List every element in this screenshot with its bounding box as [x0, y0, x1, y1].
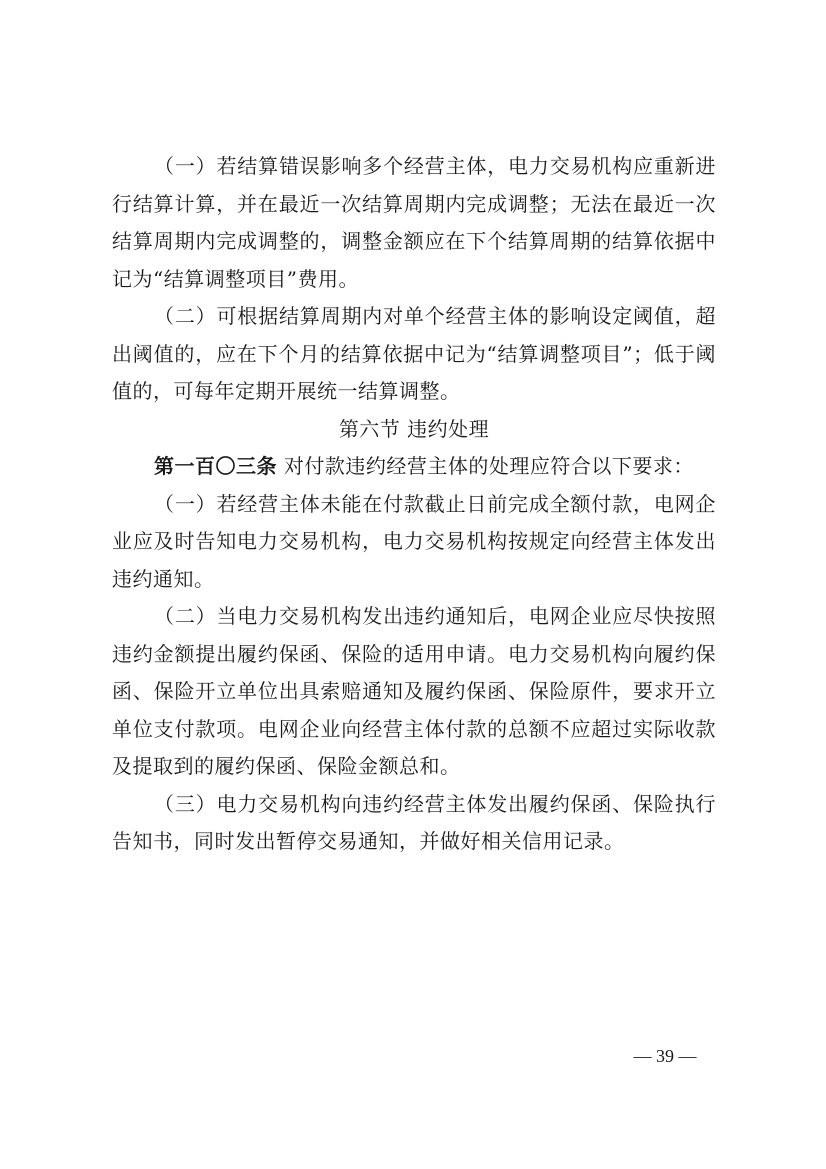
page-number: — 39 —: [633, 1046, 697, 1066]
paragraph-settlement-error-2: （二）可根据结算周期内对单个经营主体的影响设定阈值，超出阈值的，应在下个月的结算依据中记为“结算调整项目”；低于阈值的，可每年定期开展统一结算调整。: [112, 304, 716, 403]
paragraph-default-1: （一）若经营主体未能在付款截止日前完成全额付款，电网企业应及时告知电力交易机构，电力交易机构按规定向经营主体发出违约通知。: [112, 491, 716, 591]
paragraph-default-2: （二）当电力交易机构发出违约通知后，电网企业应尽快按照违约金额提出履约保函、保险的适用申请。电力交易机构向履约保函、保险开立单位出具索赔通知及履约保函、保险原件，要求开立单位支付款项。电网企业向经营主体付款的总额不应超过实际收款及提取到的履约保函、保险金额总和。: [112, 604, 716, 778]
document-body: [112, 148, 716, 861]
paragraph-settlement-error-1: （一）若结算错误影响多个经营主体，电力交易机构应重新进行结算计算，并在最近一次结算周期内完成调整；无法在最近一次结算周期内完成调整的，调整金额应在下个结算周期的结算依据中记为“结算调整项目”费用。: [112, 154, 716, 291]
article-label: 第一百〇三条: [154, 454, 277, 478]
section-heading: 第六节 违约处理: [338, 416, 490, 441]
paragraph-default-3: （三）电力交易机构向违约经营主体发出履约保函、保险执行告知书，同时发出暂停交易通知，并做好相关信用记录。: [112, 791, 716, 853]
article-text: 对付款违约经营主体的处理应符合以下要求：: [277, 454, 694, 478]
article-paragraph: [112, 448, 716, 486]
